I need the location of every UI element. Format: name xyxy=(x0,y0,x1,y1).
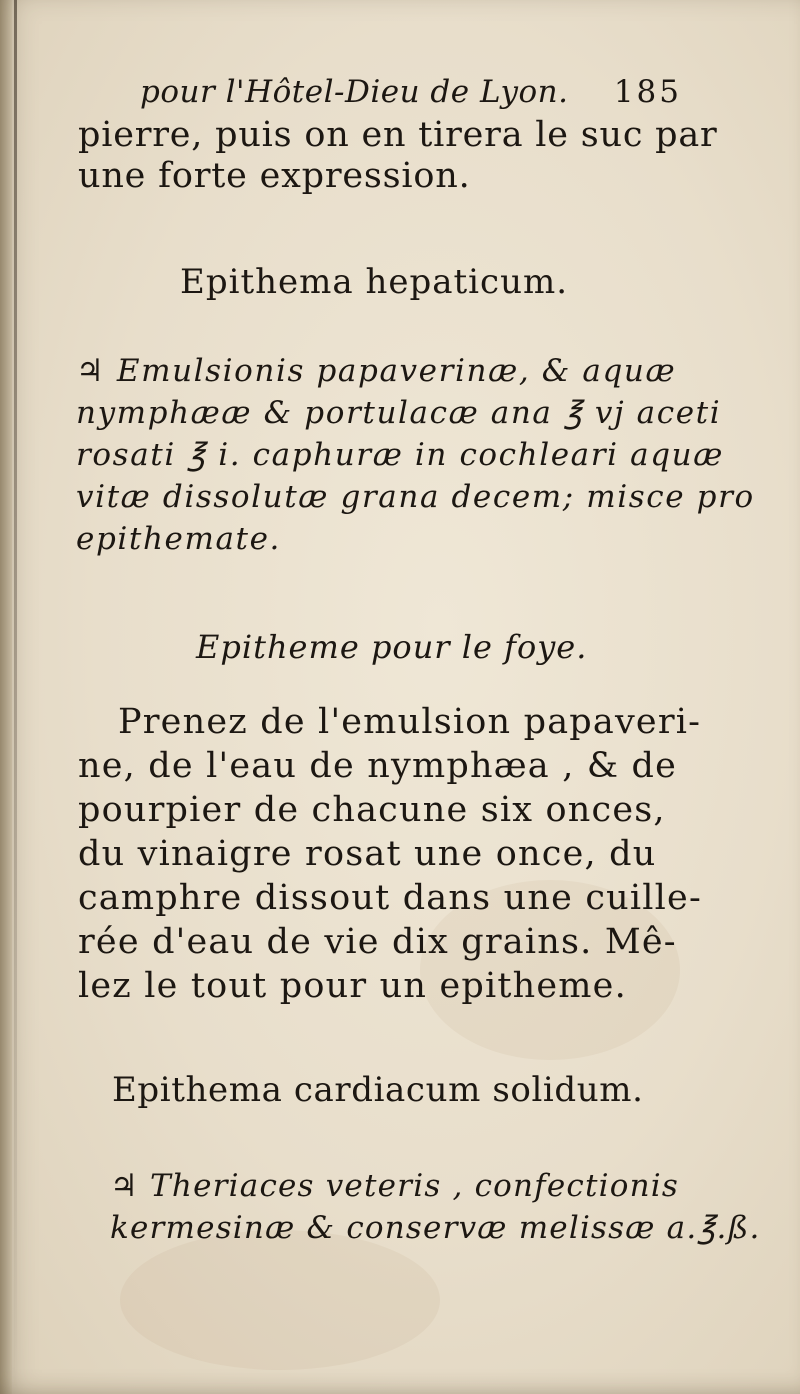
opening-paragraph xyxy=(78,115,718,197)
text-line: camphre dissout dans une cuille- xyxy=(78,878,702,918)
paper-stain xyxy=(120,1230,440,1370)
section-heading-epithema-cardiacum: Epithema cardiacum solidum. xyxy=(112,1070,644,1110)
text-line: pierre, puis on en tirera le suc par xyxy=(78,115,718,155)
page-number: 185 xyxy=(613,74,682,110)
text-line: pourpier de chacune six onces, xyxy=(78,790,666,830)
text-line: epithemate. xyxy=(76,521,282,557)
text-line: du vinaigre rosat une once, du xyxy=(78,834,657,874)
page-edge xyxy=(0,0,12,1394)
text-line: vitæ dissolutæ grana decem; misce pro xyxy=(76,479,755,515)
section-heading-epithema-hepaticum: Epithema hepaticum. xyxy=(180,262,569,302)
text-line: Prenez de l'emulsion papaveri- xyxy=(118,702,702,742)
french-recipe-foye xyxy=(78,700,718,1008)
running-head xyxy=(140,70,700,120)
text-line: rée d'eau de vie dix grains. Mê- xyxy=(78,922,677,962)
binding-shadow xyxy=(14,0,17,1394)
text-line: lez le tout pour un epitheme. xyxy=(78,966,627,1006)
text-line: ne, de l'eau de nymphæa , & de xyxy=(78,746,678,786)
text-line: rosati ℥ i. caphuræ in cochleari aquæ xyxy=(76,437,724,473)
text-line: ♃ Emulsionis papaverinæ, & aquæ xyxy=(76,353,677,389)
text-line: ♃ Theriaces veteris , confectionis xyxy=(110,1168,679,1204)
running-title: pour l'Hôtel-Dieu de Lyon. xyxy=(140,74,569,110)
text-line: nymphææ & portulacæ ana ℥ vj aceti xyxy=(76,395,722,431)
latin-recipe-cardiacum xyxy=(110,1165,761,1249)
text-line: une forte expression. xyxy=(78,156,471,196)
latin-recipe-hepaticum xyxy=(76,350,755,560)
section-heading-epitheme-foye: Epitheme pour le foye. xyxy=(196,628,588,666)
text-line: kermesinæ & conservæ melissæ a.℥.ß. xyxy=(110,1210,761,1246)
